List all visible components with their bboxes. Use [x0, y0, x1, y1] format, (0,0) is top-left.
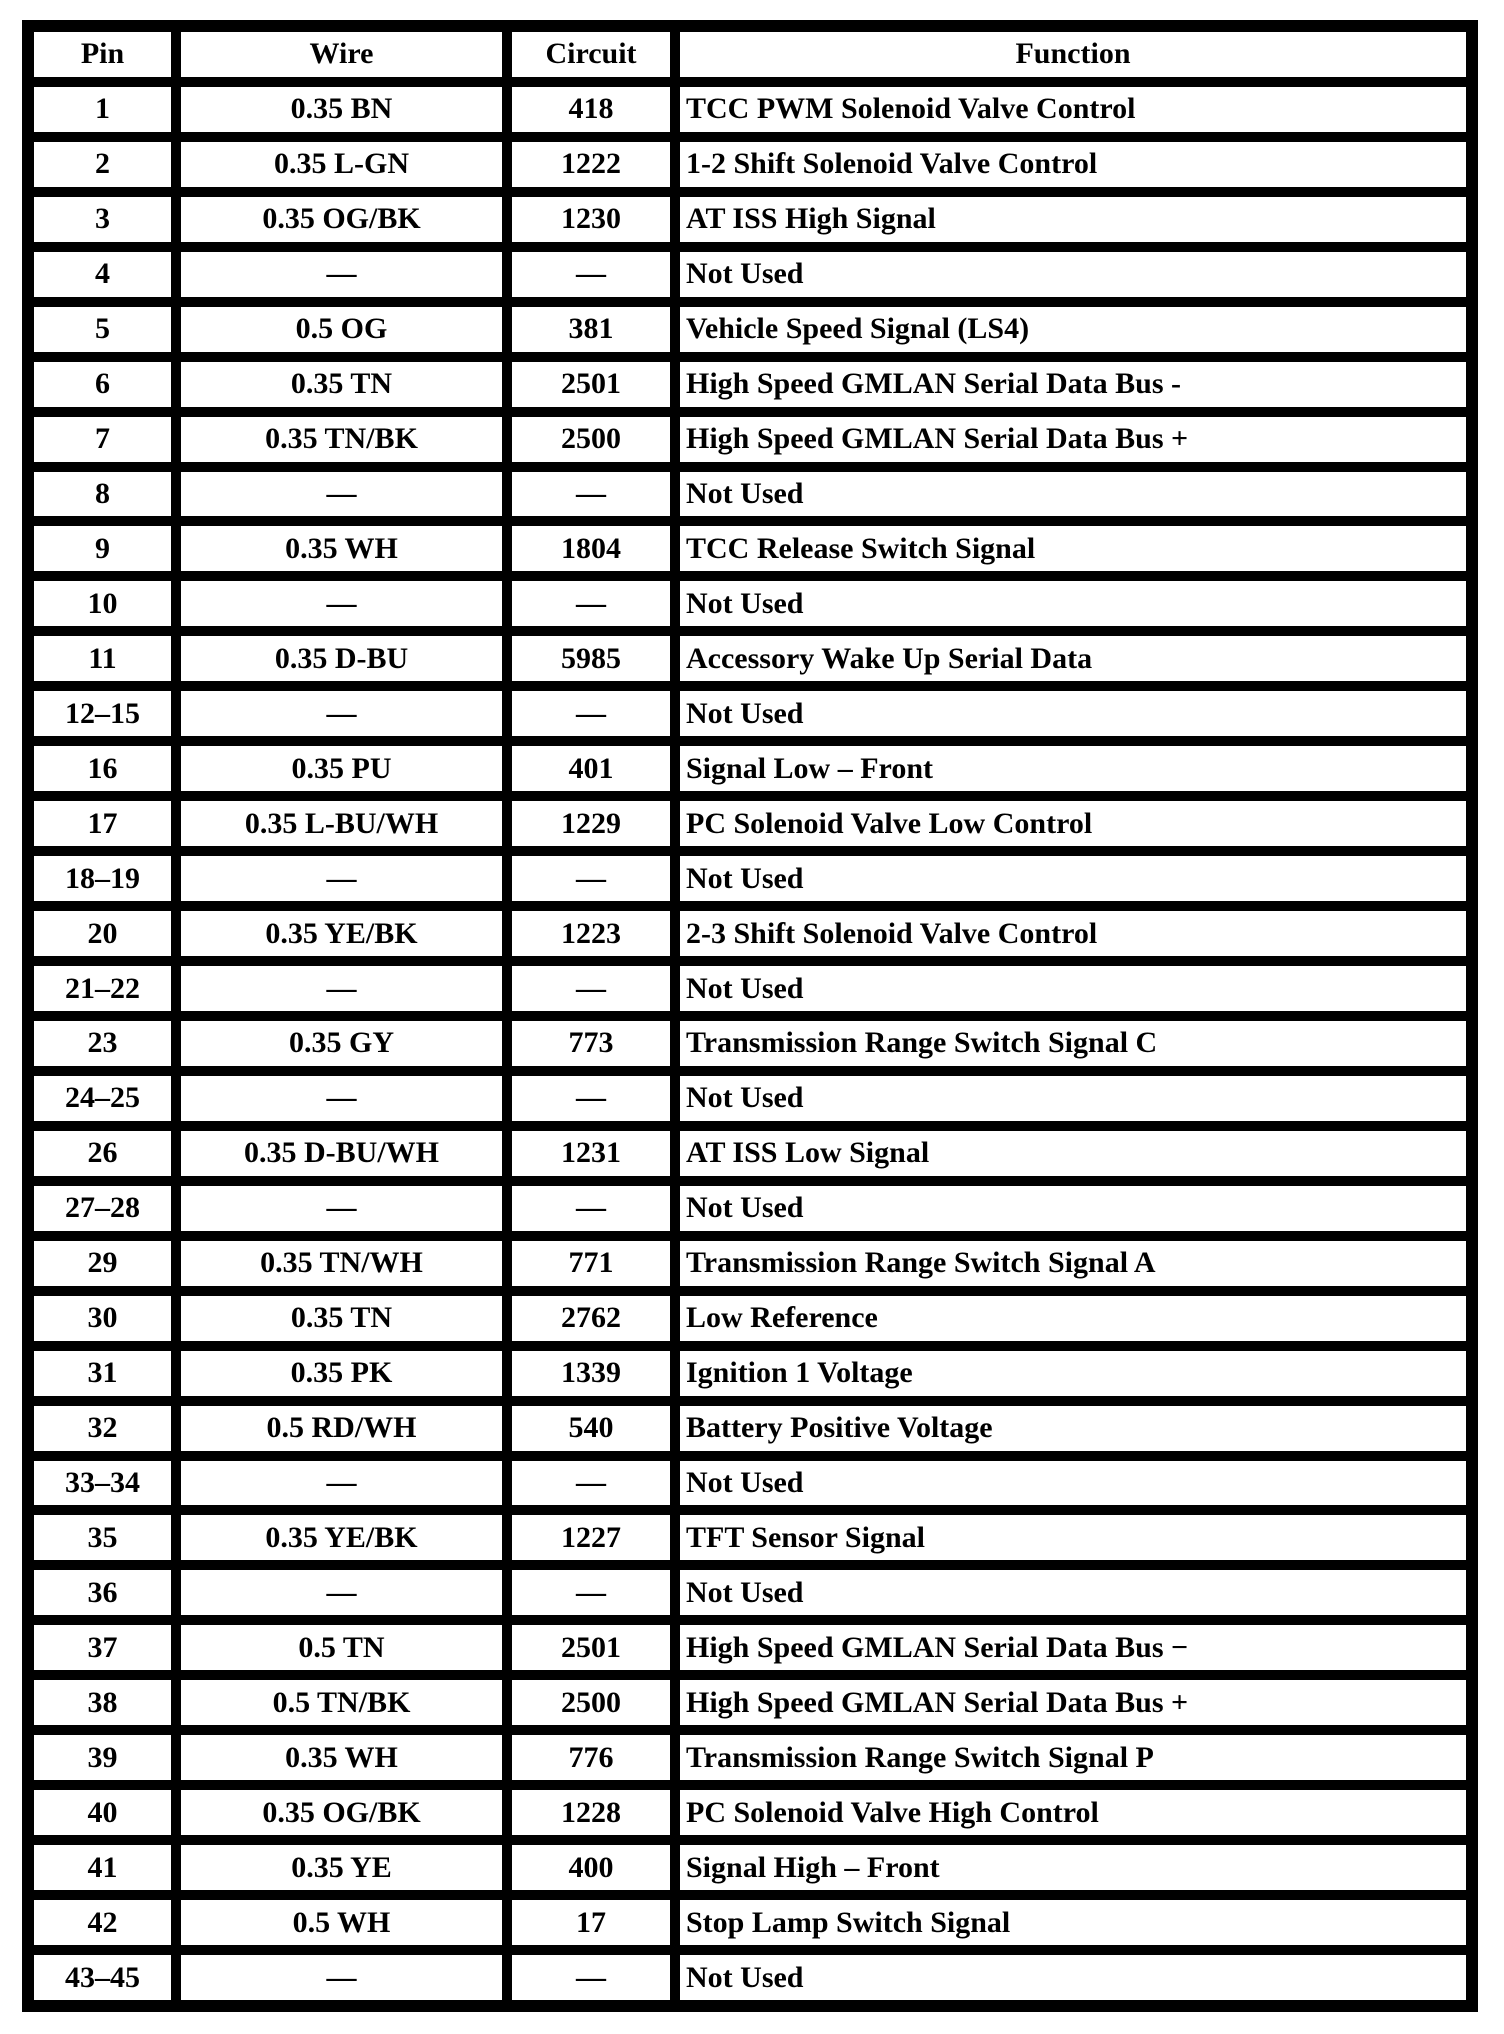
function-cell: PC Solenoid Valve Low Control: [677, 798, 1469, 849]
header-pin: Pin: [31, 29, 174, 80]
circuit-cell: —: [509, 688, 673, 739]
pin-cell: 6: [31, 359, 174, 410]
pin-cell: 35: [31, 1512, 174, 1563]
pin-cell: 16: [31, 743, 174, 794]
function-cell: Low Reference: [677, 1293, 1469, 1344]
wire-cell: 0.5 TN/BK: [178, 1677, 505, 1728]
pin-cell: 36: [31, 1567, 174, 1618]
function-cell: Transmission Range Switch Signal P: [677, 1732, 1469, 1783]
header-wire: Wire: [178, 29, 505, 80]
pin-cell: 18–19: [31, 853, 174, 904]
connector-pinout-table: [22, 20, 1478, 2012]
pin-cell: 39: [31, 1732, 174, 1783]
circuit-cell: —: [509, 1073, 673, 1124]
pin-cell: 1: [31, 84, 174, 135]
pin-cell: 7: [31, 414, 174, 465]
wire-cell: —: [178, 1458, 505, 1509]
function-cell: TCC Release Switch Signal: [677, 523, 1469, 574]
wire-cell: 0.35 D-BU: [178, 633, 505, 684]
function-cell: Transmission Range Switch Signal A: [677, 1238, 1469, 1289]
circuit-cell: 1222: [509, 139, 673, 190]
wire-cell: 0.35 PK: [178, 1348, 505, 1399]
circuit-cell: 2501: [509, 1622, 673, 1673]
wire-cell: 0.35 WH: [178, 1732, 505, 1783]
function-cell: Not Used: [677, 853, 1469, 904]
wire-cell: 0.5 RD/WH: [178, 1403, 505, 1454]
circuit-cell: —: [509, 1567, 673, 1618]
function-cell: Not Used: [677, 469, 1469, 520]
pin-cell: 31: [31, 1348, 174, 1399]
function-cell: TCC PWM Solenoid Valve Control: [677, 84, 1469, 135]
wire-cell: —: [178, 1567, 505, 1618]
wire-cell: 0.35 TN/BK: [178, 414, 505, 465]
pin-cell: 42: [31, 1897, 174, 1948]
wire-cell: 0.35 OG/BK: [178, 1787, 505, 1838]
wire-cell: 0.35 D-BU/WH: [178, 1128, 505, 1179]
wire-cell: 0.35 WH: [178, 523, 505, 574]
circuit-cell: 400: [509, 1842, 673, 1893]
wire-cell: —: [178, 578, 505, 629]
circuit-cell: 381: [509, 304, 673, 355]
wire-cell: 0.5 OG: [178, 304, 505, 355]
circuit-cell: 1230: [509, 194, 673, 245]
function-cell: AT ISS Low Signal: [677, 1128, 1469, 1179]
pin-cell: 37: [31, 1622, 174, 1673]
wire-cell: 0.35 OG/BK: [178, 194, 505, 245]
pin-cell: 10: [31, 578, 174, 629]
function-cell: Vehicle Speed Signal (LS4): [677, 304, 1469, 355]
function-cell: High Speed GMLAN Serial Data Bus -: [677, 359, 1469, 410]
function-cell: Not Used: [677, 1073, 1469, 1124]
function-cell: Not Used: [677, 688, 1469, 739]
wire-cell: —: [178, 1183, 505, 1234]
pin-cell: 8: [31, 469, 174, 520]
pin-cell: 20: [31, 908, 174, 959]
pin-cell: 21–22: [31, 963, 174, 1014]
circuit-cell: —: [509, 1183, 673, 1234]
function-cell: Not Used: [677, 1183, 1469, 1234]
pin-cell: 32: [31, 1403, 174, 1454]
circuit-cell: 2501: [509, 359, 673, 410]
function-cell: Not Used: [677, 1458, 1469, 1509]
pin-cell: 5: [31, 304, 174, 355]
circuit-cell: 1229: [509, 798, 673, 849]
wire-cell: 0.35 TN: [178, 359, 505, 410]
circuit-cell: 773: [509, 1018, 673, 1069]
pin-cell: 26: [31, 1128, 174, 1179]
function-cell: Not Used: [677, 578, 1469, 629]
pin-cell: 38: [31, 1677, 174, 1728]
wire-cell: 0.35 PU: [178, 743, 505, 794]
circuit-cell: 1227: [509, 1512, 673, 1563]
header-circuit: Circuit: [509, 29, 673, 80]
pin-cell: 29: [31, 1238, 174, 1289]
circuit-cell: 2500: [509, 1677, 673, 1728]
circuit-cell: —: [509, 1458, 673, 1509]
function-cell: Not Used: [677, 1567, 1469, 1618]
pin-cell: 41: [31, 1842, 174, 1893]
circuit-cell: 17: [509, 1897, 673, 1948]
pin-cell: 27–28: [31, 1183, 174, 1234]
function-cell: PC Solenoid Valve High Control: [677, 1787, 1469, 1838]
circuit-cell: 771: [509, 1238, 673, 1289]
wire-cell: —: [178, 1952, 505, 2003]
wire-cell: 0.35 BN: [178, 84, 505, 135]
function-cell: Accessory Wake Up Serial Data: [677, 633, 1469, 684]
circuit-cell: —: [509, 578, 673, 629]
wire-cell: 0.35 GY: [178, 1018, 505, 1069]
pin-cell: 2: [31, 139, 174, 190]
header-function: Function: [677, 29, 1469, 80]
circuit-cell: 1231: [509, 1128, 673, 1179]
circuit-cell: —: [509, 1952, 673, 2003]
wire-cell: 0.35 L-GN: [178, 139, 505, 190]
function-cell: Ignition 1 Voltage: [677, 1348, 1469, 1399]
circuit-cell: 540: [509, 1403, 673, 1454]
function-cell: High Speed GMLAN Serial Data Bus −: [677, 1622, 1469, 1673]
circuit-cell: 2500: [509, 414, 673, 465]
wire-cell: —: [178, 853, 505, 904]
wire-cell: —: [178, 249, 505, 300]
function-cell: Not Used: [677, 963, 1469, 1014]
pin-cell: 23: [31, 1018, 174, 1069]
wire-cell: 0.35 TN/WH: [178, 1238, 505, 1289]
pin-cell: 9: [31, 523, 174, 574]
pin-cell: 40: [31, 1787, 174, 1838]
function-cell: Battery Positive Voltage: [677, 1403, 1469, 1454]
wire-cell: —: [178, 1073, 505, 1124]
circuit-cell: —: [509, 963, 673, 1014]
wire-cell: 0.35 YE/BK: [178, 1512, 505, 1563]
wire-cell: 0.5 TN: [178, 1622, 505, 1673]
circuit-cell: —: [509, 469, 673, 520]
circuit-cell: 776: [509, 1732, 673, 1783]
circuit-cell: 2762: [509, 1293, 673, 1344]
circuit-cell: 5985: [509, 633, 673, 684]
pin-cell: 24–25: [31, 1073, 174, 1124]
circuit-cell: 401: [509, 743, 673, 794]
function-cell: Signal High – Front: [677, 1842, 1469, 1893]
pin-cell: 30: [31, 1293, 174, 1344]
wire-cell: 0.35 YE/BK: [178, 908, 505, 959]
function-cell: Signal Low – Front: [677, 743, 1469, 794]
circuit-cell: 418: [509, 84, 673, 135]
pin-cell: 33–34: [31, 1458, 174, 1509]
circuit-cell: 1228: [509, 1787, 673, 1838]
wire-cell: —: [178, 963, 505, 1014]
pin-cell: 17: [31, 798, 174, 849]
wire-cell: —: [178, 688, 505, 739]
function-cell: High Speed GMLAN Serial Data Bus +: [677, 1677, 1469, 1728]
pin-cell: 43–45: [31, 1952, 174, 2003]
pin-cell: 3: [31, 194, 174, 245]
wire-cell: 0.35 L-BU/WH: [178, 798, 505, 849]
wire-cell: 0.35 TN: [178, 1293, 505, 1344]
function-cell: 1-2 Shift Solenoid Valve Control: [677, 139, 1469, 190]
circuit-cell: —: [509, 249, 673, 300]
function-cell: Stop Lamp Switch Signal: [677, 1897, 1469, 1948]
function-cell: Transmission Range Switch Signal C: [677, 1018, 1469, 1069]
circuit-cell: 1223: [509, 908, 673, 959]
function-cell: Not Used: [677, 1952, 1469, 2003]
pin-cell: 12–15: [31, 688, 174, 739]
function-cell: AT ISS High Signal: [677, 194, 1469, 245]
circuit-cell: 1804: [509, 523, 673, 574]
function-cell: High Speed GMLAN Serial Data Bus +: [677, 414, 1469, 465]
function-cell: 2-3 Shift Solenoid Valve Control: [677, 908, 1469, 959]
circuit-cell: 1339: [509, 1348, 673, 1399]
wire-cell: 0.5 WH: [178, 1897, 505, 1948]
wire-cell: 0.35 YE: [178, 1842, 505, 1893]
wire-cell: —: [178, 469, 505, 520]
circuit-cell: —: [509, 853, 673, 904]
function-cell: Not Used: [677, 249, 1469, 300]
pin-cell: 11: [31, 633, 174, 684]
pin-cell: 4: [31, 249, 174, 300]
function-cell: TFT Sensor Signal: [677, 1512, 1469, 1563]
